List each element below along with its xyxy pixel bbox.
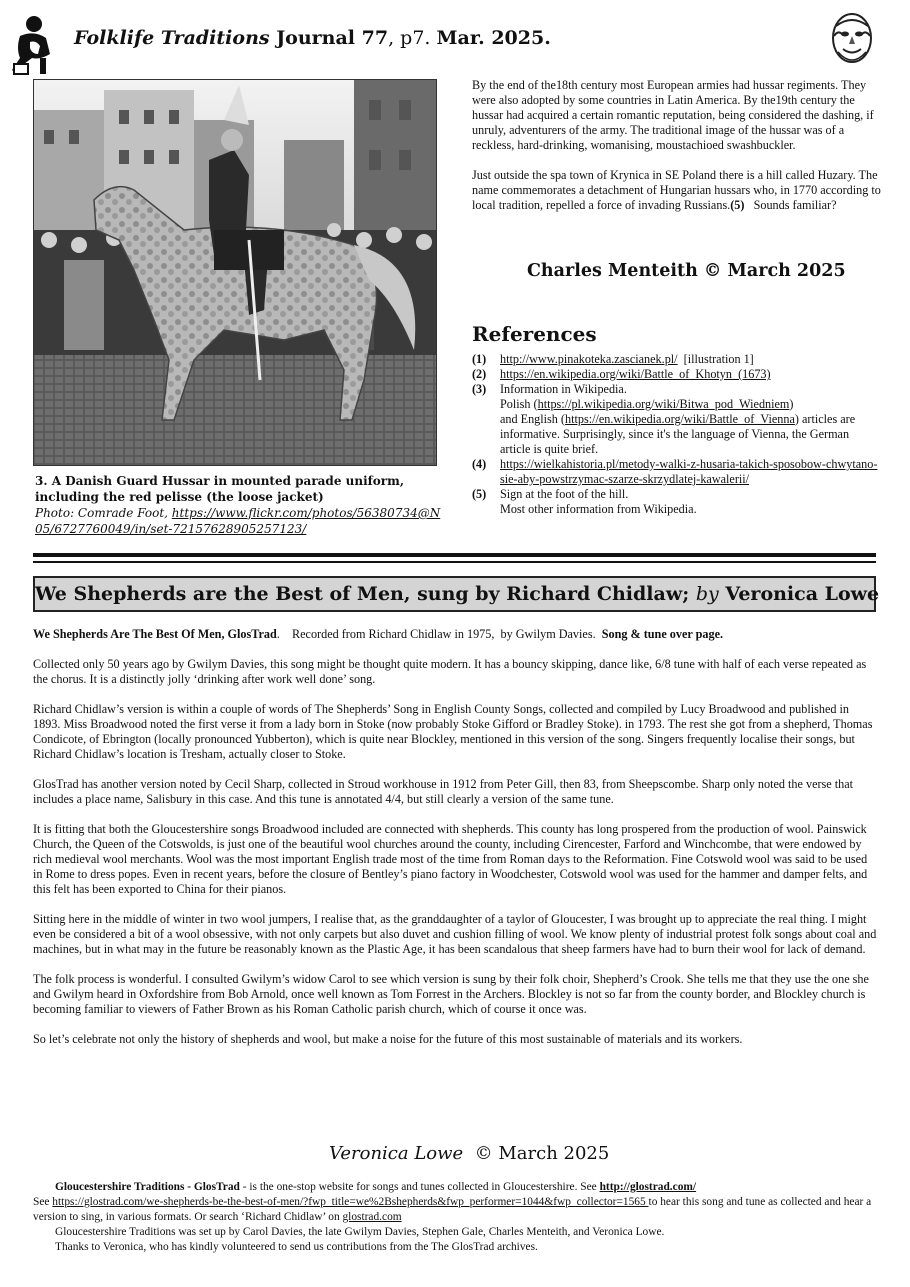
ref-marker-5: (5) bbox=[730, 198, 745, 212]
folk-dancer-logo bbox=[10, 14, 56, 78]
hussar-article-ending bbox=[472, 78, 882, 228]
article-paragraph-6: Sitting here in the middle of winter in two wool jumpers, I realise that, as the granddaughter of a taylor of Gloucester, I was brought up to appreciate the real thing. I might even be considered a bit of a wool obsessive, with not only carpets but also duvet and cushion filling of wool. We know plenty of industrial protest folk songs about coal and machines, but in what may in the future be reasonably known as the Plastic Age, it has been scandalous that sheep farmers have had to burn their wool for lack of demand. bbox=[33, 912, 877, 956]
wielkahistoria-link[interactable]: https://wielkahistoria.pl/metody-walki-z-husaria-takich-sposobow-chwytano-sie-aby-powstrzymac-szarze-skrzydlatej-kawalerii/ bbox=[500, 457, 878, 486]
reference-3: (3) Information in Wikipedia. Polish (https://pl.wikipedia.org/wiki/Bitwa_pod_Wiedniem) and English (https://en.wikipedia.org/wiki/Battle_of_Vienna) articles are informative. Surprisingly, since it's the language of Vienna, the German article is quite brief. bbox=[472, 382, 856, 456]
song-page-link[interactable]: https://glostrad.com/we-shepherds-be-the-best-of-men/?fwp_title=we%2Bshepherds&fwp_performer=1044&fwp_collector=1565 bbox=[52, 1196, 649, 1208]
pinakoteka-link[interactable]: http://www.pinakoteka.zascianek.pl/ bbox=[500, 352, 678, 366]
article-paragraph-3: Richard Chidlaw’s version is within a couple of words of The Shepherds’ Song in English County Songs, collected and compiled by Lucy Broadwood and published in 1893. Miss Broadwood noted the first verse it from a lady born in Stoke (now probably Stoke Gifford or Bradley Stoke). in 1793. The rest she got from a shepherd, Thomas Condicote, of Ebrington (locally pronounced Yubberton), which is quite near Blockley, mentioned in this version of the song. Singers frequently localise their songs, but Richard Chidlaw’s location is Tresham, actually closer to Stoke. bbox=[33, 702, 873, 761]
photo-credit: Photo: Comrade Foot, bbox=[35, 506, 172, 520]
reference-1: (1) http://www.pinakoteka.zascianek.pl/ [illustration 1] bbox=[472, 352, 754, 366]
section-divider-thin bbox=[33, 561, 876, 563]
polish-wiki-link[interactable]: https://pl.wikipedia.org/wiki/Bitwa_pod_Wiedniem bbox=[537, 397, 790, 411]
journal-title: Folklife Traditions bbox=[74, 27, 270, 49]
caption-line-1: 3. A Danish Guard Hussar in mounted parade uniform, bbox=[35, 474, 404, 488]
charles-menteith-byline: Charles Menteith © March 2025 bbox=[527, 261, 846, 281]
hussar-photo bbox=[33, 79, 437, 466]
intro-paragraph-2: Just outside the spa town of Krynica in SE Poland there is a hill called Huzary. The name commemorates a detachment of Hungarian hussars who, in 1770 according to local tradition, repelled a force of invading Russians.(5) Sounds familiar? bbox=[472, 168, 881, 212]
article-paragraph-8: So let’s celebrate not only the history of shepherds and wool, but make a noise for the future of this most sustainable of materials and its workers. bbox=[33, 1032, 743, 1046]
article-paragraph-4: GlosTrad has another version noted by Cecil Sharp, collected in Stroud workhouse in 1912 from Peter Gill, then 83, from Sheepscombe. Sharp only noted the verse that includes a place name, Salisbury in this case. And this tune is annotated 4/4, but still clearly a version of the same tune. bbox=[33, 777, 854, 806]
article-paragraph-2: Collected only 50 years ago by Gwilym Davies, this song might be thought quite modern. It has a bouncy skipping, dance like, 6/8 tune with half of each verse repeated as the chorus. It is a distinctly jolly ‘drinking after work well done’ song. bbox=[33, 657, 867, 686]
article-title-box: We Shepherds are the Best of Men, sung by Richard Chidlaw; by Veronica Lowe bbox=[33, 576, 876, 612]
references-heading: References bbox=[472, 322, 597, 346]
issue-date: Mar. 2025. bbox=[436, 27, 551, 49]
footer-line-3: Gloucestershire Traditions was set up by Carol Davies, the late Gwilym Davies, Stephen Gale, Charles Menteith, and Veronica Lowe. bbox=[55, 1226, 665, 1238]
article-body bbox=[33, 627, 878, 1062]
photo-caption bbox=[35, 473, 445, 537]
article-title: We Shepherds are the Best of Men, sung by Richard Chidlaw; bbox=[35, 583, 696, 605]
reference-5: (5) Sign at the foot of the hill. Most other information from Wikipedia. bbox=[472, 487, 697, 516]
article-paragraph-7: The folk process is wonderful. I consulted Gwilym’s widow Carol to see which version is sung by their folk choir, Shepherd’s Crook. She tells me that they use the one she and Gwilym heard in Oxfordshire from Bob Arnold, once well known as Tom Forrest in the Archers. Blockley is not so far from the county border, and Blockley church is becoming familiar to viewers of Father Brown as his Roman Catholic parish church, which of course it once was. bbox=[33, 972, 869, 1016]
glostrad-footer bbox=[33, 1180, 878, 1255]
glostrad-search-link[interactable]: glostrad.com bbox=[342, 1211, 402, 1223]
flickr-link[interactable]: https://www.flickr.com/photos/56380734@N05/6727760049/in/set-72157628905257123/ bbox=[35, 506, 441, 536]
reference-4: (4) https://wielkahistoria.pl/metody-walki-z-husaria-takich-sposobow-chwytano-sie-aby-powstrzymac-szarze-skrzydlatej-kawalerii/ bbox=[472, 457, 878, 486]
intro-paragraph-1: By the end of the18th century most European armies had hussar regiments. They were also adopted by some countries in Latin America. By the19th century the hussar had acquired a certain romantic reputation, being considered the dashing, if unruly, adventurers of the army. The traditional image of the hussar was of a reckless, hard-drinking, womanising, moustachioed swashbuckler. bbox=[472, 78, 874, 152]
page-number: , p7. bbox=[388, 27, 431, 49]
reference-2: (2) https://en.wikipedia.org/wiki/Battle_of_Khotyn_(1673) bbox=[472, 367, 771, 381]
footer-line-1: Gloucestershire Traditions - GlosTrad - is the one-stop website for songs and tunes collected in Gloucestershire. See http://glostrad.com/ bbox=[55, 1181, 697, 1193]
english-wiki-link[interactable]: https://en.wikipedia.org/wiki/Battle_of_Vienna bbox=[565, 412, 795, 426]
footer-line-4: Thanks to Veronica, who has kindly volunteered to send us contributions from the The GlosTrad archives. bbox=[55, 1241, 538, 1253]
article-author: Veronica Lowe bbox=[718, 583, 880, 605]
caption-line-2: including the red pelisse (the loose jacket) bbox=[35, 490, 324, 504]
references-list bbox=[472, 352, 882, 517]
footer-line-2: See https://glostrad.com/we-shepherds-be-the-best-of-men/?fwp_title=we%2Bshepherds&fwp_performer=1044&fwp_collector=1565 to hear this song and tune as collected and hear a version to sing, in various formats. Or search ‘Richard Chidlaw’ on glostrad.com bbox=[33, 1196, 872, 1223]
green-man-mask-logo bbox=[830, 12, 874, 64]
article-paragraph-5: It is fitting that both the Gloucestershire songs Broadwood included are connected with shepherds. This county has long prospered from the production of wool. Painswick Church, the Queen of the Cotswolds, is just one of the beautiful wool churches around the county, including Cirencester, Farford and Winchcombe, that were endowed by rich medieval wool merchants. Wool was the most important English trade most of the time from Roman days to the Reformation. Fine Cotswold wool was said to be used in Rome to dress popes. Even in recent years, before the closure of Bentley’s piano factory in Woodchester, Cotswold wool was used for the hammer and damper felts, and this felt has been exported to China for their pianos. bbox=[33, 822, 868, 896]
journal-number: Journal 77 bbox=[269, 27, 389, 49]
glostrad-home-link[interactable]: http://glostrad.com/ bbox=[599, 1181, 697, 1193]
article-lead: We Shepherds Are The Best Of Men, GlosTrad. Recorded from Richard Chidlaw in 1975, by Gwilym Davies. Song & tune over page. bbox=[33, 627, 724, 641]
section-divider-thick bbox=[33, 553, 876, 557]
khotyn-link[interactable]: https://en.wikipedia.org/wiki/Battle_of_Khotyn_(1673) bbox=[500, 367, 771, 381]
page-header bbox=[74, 27, 551, 49]
veronica-lowe-byline: Veronica Lowe © March 2025 bbox=[329, 1143, 610, 1164]
